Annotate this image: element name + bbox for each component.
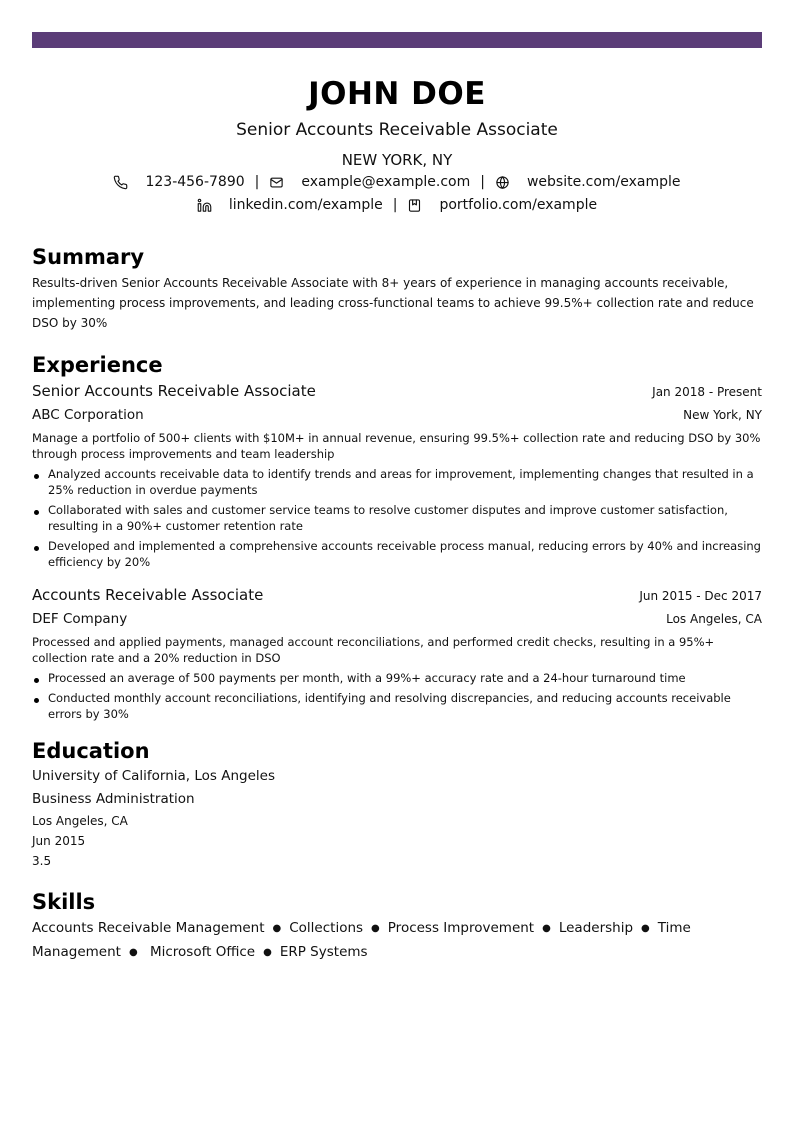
portfolio-icon — [407, 198, 422, 213]
summary-heading: Summary — [32, 245, 145, 269]
education-section — [32, 738, 762, 869]
email-address: example@example.com — [301, 174, 471, 190]
email-contact[interactable] — [269, 172, 470, 192]
skill-item: Microsoft Office — [149, 944, 256, 960]
bullet-separator: ● — [263, 947, 272, 958]
list-item: Processed an average of 500 payments per month, with a 99%+ accuracy rate and a 24-hour turnaround time — [32, 670, 762, 686]
candidate-title: Senior Accounts Receivable Associate — [236, 120, 558, 140]
contact-row-secondary — [32, 195, 762, 215]
candidate-location: NEW YORK, NY — [341, 151, 453, 169]
education-date: Jun 2015 — [32, 834, 86, 848]
bullet-separator: ● — [272, 923, 282, 934]
education-location: Los Angeles, CA — [32, 814, 128, 828]
job-dates: Jun 2015 - Dec 2017 — [639, 589, 762, 603]
phone-icon — [113, 175, 128, 190]
skill-item: Collections — [289, 920, 364, 936]
job-bullets — [32, 670, 762, 722]
job-title: Senior Accounts Receivable Associate — [32, 382, 316, 400]
phone-contact[interactable] — [113, 172, 244, 192]
summary-text: Results-driven Senior Accounts Receivable Associate with 8+ years of experience in managing accounts receivable, implementing process improvements, and leading cross-functional teams to achieve 99.5%+ collection rate and reduce DSO by 30% — [32, 276, 754, 330]
phone-number: 123-456-7890 — [145, 174, 245, 190]
list-item: Conducted monthly account reconciliations, identifying and resolving discrepancies, and reducing accounts receivable errors by 30% — [32, 690, 762, 722]
bullet-separator: ● — [371, 923, 380, 934]
skill-item: Time Management — [32, 920, 691, 960]
bullet-separator: ● — [542, 923, 551, 934]
accent-bar — [32, 32, 762, 48]
globe-icon — [495, 175, 510, 190]
linkedin-icon — [197, 198, 212, 213]
website-contact[interactable] — [495, 172, 681, 192]
job-description: Manage a portfolio of 500+ clients with $10M+ in annual revenue, ensuring 99.5%+ collection rate and reducing DSO by 30% through process improvements and team leadership — [32, 431, 761, 461]
skills-list — [32, 917, 762, 965]
job-company-row — [32, 405, 762, 425]
portfolio-contact[interactable] — [407, 195, 597, 215]
mail-icon — [269, 175, 284, 190]
list-item: Developed and implemented a comprehensive accounts receivable process manual, reducing errors by 40% and increasing efficiency by 20% — [32, 538, 762, 570]
contact-row-primary — [32, 172, 762, 192]
linkedin-url: linkedin.com/example — [228, 197, 383, 213]
job-company: DEF Company — [32, 611, 128, 627]
job-bullets — [32, 466, 762, 570]
experience-heading: Experience — [32, 353, 163, 377]
contact-separator: | — [254, 174, 260, 190]
contact-separator: | — [480, 174, 485, 190]
portfolio-url: portfolio.com/example — [439, 197, 598, 213]
job-location: Los Angeles, CA — [666, 612, 762, 626]
linkedin-contact[interactable] — [197, 195, 383, 215]
bullet-separator: ● — [641, 923, 650, 934]
list-item: Analyzed accounts receivable data to identify trends and areas for improvement, implementing changes that resulted in a 25% reduction in overdue payments — [32, 466, 762, 498]
resume-header — [32, 75, 762, 215]
job-description: Processed and applied payments, managed account reconciliations, and performed credit checks, resulting in a 95%+ collection rate and a 20% reduction in DSO — [32, 635, 715, 665]
job-company: ABC Corporation — [32, 407, 144, 423]
education-degree: Business Administration — [32, 791, 195, 807]
experience-section — [32, 352, 762, 722]
candidate-name: JOHN DOE — [308, 76, 486, 112]
skill-item: ERP Systems — [279, 944, 368, 960]
skill-item: Leadership — [558, 920, 634, 936]
education-gpa: 3.5 — [32, 854, 52, 868]
list-item: Collaborated with sales and customer service teams to resolve customer disputes and improve customer satisfaction, resulting in a 90%+ customer retention rate — [32, 502, 762, 534]
skills-heading: Skills — [32, 890, 96, 914]
education-school: University of California, Los Angeles — [32, 768, 276, 784]
bullet-separator: ● — [128, 947, 138, 958]
job-entry — [32, 585, 762, 722]
education-heading: Education — [32, 739, 150, 763]
job-title: Accounts Receivable Associate — [32, 586, 264, 604]
skill-item: Accounts Receivable Management — [32, 920, 265, 936]
job-location: New York, NY — [683, 408, 762, 422]
skill-item: Process Improvement — [387, 920, 535, 936]
website-url: website.com/example — [526, 174, 681, 190]
contact-separator: | — [392, 197, 398, 213]
job-header-row — [32, 381, 762, 401]
skills-section — [32, 889, 762, 965]
job-dates: Jan 2018 - Present — [652, 385, 762, 399]
job-company-row — [32, 609, 762, 629]
job-header-row — [32, 585, 762, 605]
job-entry — [32, 381, 762, 570]
summary-section — [32, 244, 762, 333]
resume-page — [32, 32, 762, 965]
